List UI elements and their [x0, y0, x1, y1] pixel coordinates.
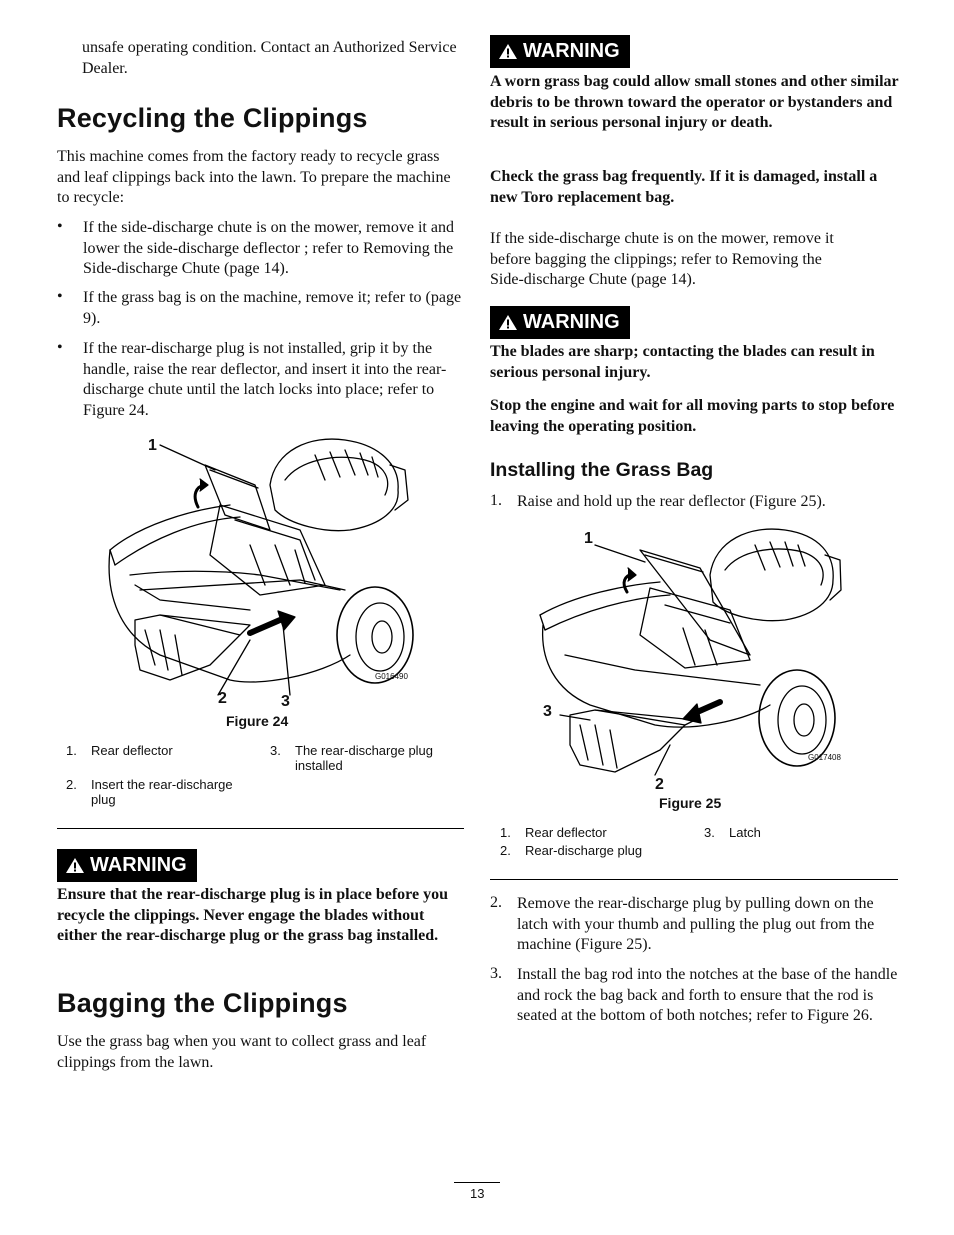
- bullet-glyph: •: [57, 288, 63, 305]
- warning-label-right-1: [490, 35, 630, 68]
- warning2-text-2: Stop the engine and wait for all moving parts to stop before leaving the operating position.: [490, 397, 895, 435]
- divider: [490, 879, 898, 880]
- bagging-heading: Bagging the Clippings: [57, 988, 348, 1018]
- figure-25-callout-2: 2: [655, 776, 664, 793]
- figure-24-caption: Figure 24: [226, 713, 289, 729]
- warning-label-text: WARNING: [523, 311, 620, 333]
- step-item: 2. Remove the rear-discharge plug by pulling down on the latch with your thumb and pulling the plug out from the machine (Figure 25).: [490, 894, 875, 953]
- figure-25-illustration: [535, 520, 855, 790]
- step-item: 3. Install the bag rod into the notches at the base of the handle and rock the bag back and forth to ensure that the rod is seated at the bottom of both notches; refer to Figure 26.: [490, 965, 898, 1024]
- warning-label-left: [57, 849, 197, 882]
- page-number-rule: [454, 1182, 500, 1183]
- figure-25-callout-1: 1: [584, 530, 593, 547]
- bullet-text: If the side-discharge chute is on the mower, remove it and lower the side-discharge deflector ; refer to Removing the Side-discharge Chute (page 14).: [83, 219, 454, 277]
- figure-24-callout-2: 2: [218, 690, 227, 707]
- bullet-text: If the grass bag is on the machine, remove it; refer to (page 9).: [83, 289, 462, 327]
- bullet-glyph: •: [57, 339, 63, 356]
- warning1-text-1: A worn grass bag could allow small stones and other similar debris to be thrown toward the operator or bystanders and result in serious personal injury or death.: [490, 73, 899, 131]
- bullet-glyph: •: [57, 218, 63, 235]
- intro-text: unsafe operating condition. Contact an Authorized Service Dealer.: [82, 39, 457, 77]
- figure-24-callout-1: 1: [148, 437, 157, 454]
- recycling-paragraph: This machine comes from the factory ready to recycle grass and leaf clippings back into the lawn. To prepare the machine to recycle:: [57, 148, 451, 206]
- figure-25-caption: Figure 25: [659, 795, 722, 811]
- figure-24-callout-3: 3: [281, 693, 290, 710]
- warning-label-text: WARNING: [523, 40, 620, 62]
- warning-triangle-icon: [65, 857, 85, 874]
- warning-text-left: Ensure that the rear-discharge plug is in place before you recycle the clippings. Never engage the blades without either the rear-discharge plug or the grass bag installed.: [57, 886, 448, 944]
- figure-24-code: G016490: [375, 672, 408, 681]
- installing-heading: Installing the Grass Bag: [490, 459, 714, 481]
- recycling-heading: Recycling the Clippings: [57, 103, 368, 133]
- figure-25-code: G017408: [808, 753, 841, 762]
- warning1-text-2: Check the grass bag frequently. If it is damaged, install a new Toro replacement bag.: [490, 168, 878, 206]
- bullet-item: [57, 339, 465, 421]
- bullet-text: If the rear-discharge plug is not installed, grip it by the handle, raise the rear deflector, and insert it into the rear-discharge chute until the latch locks into place; refer to Figure 24.: [83, 340, 447, 419]
- warning-label-right-2: [490, 306, 630, 339]
- bagging-paragraph: Use the grass bag when you want to collect grass and leaf clippings from the lawn.: [57, 1033, 427, 1071]
- divider: [57, 828, 464, 829]
- warning-triangle-icon: [498, 43, 518, 60]
- step-item: 1. Raise and hold up the rear deflector (Figure 25).: [490, 492, 826, 510]
- side-discharge-paragraph: If the side-discharge chute is on the mower, remove it before bagging the clippings; refer to Removing the Side-discharge Chute (page 14).: [490, 230, 834, 288]
- figure-24-illustration: [100, 425, 420, 710]
- warning-label-text: WARNING: [90, 854, 187, 876]
- warning2-text-1: The blades are sharp; contacting the blades can result in serious personal injury.: [490, 343, 875, 381]
- page-number: 13: [470, 1186, 485, 1201]
- bullet-item: [57, 288, 465, 329]
- figure-25-callout-3: 3: [543, 703, 552, 720]
- warning-triangle-icon: [498, 314, 518, 331]
- bullet-item: [57, 218, 465, 280]
